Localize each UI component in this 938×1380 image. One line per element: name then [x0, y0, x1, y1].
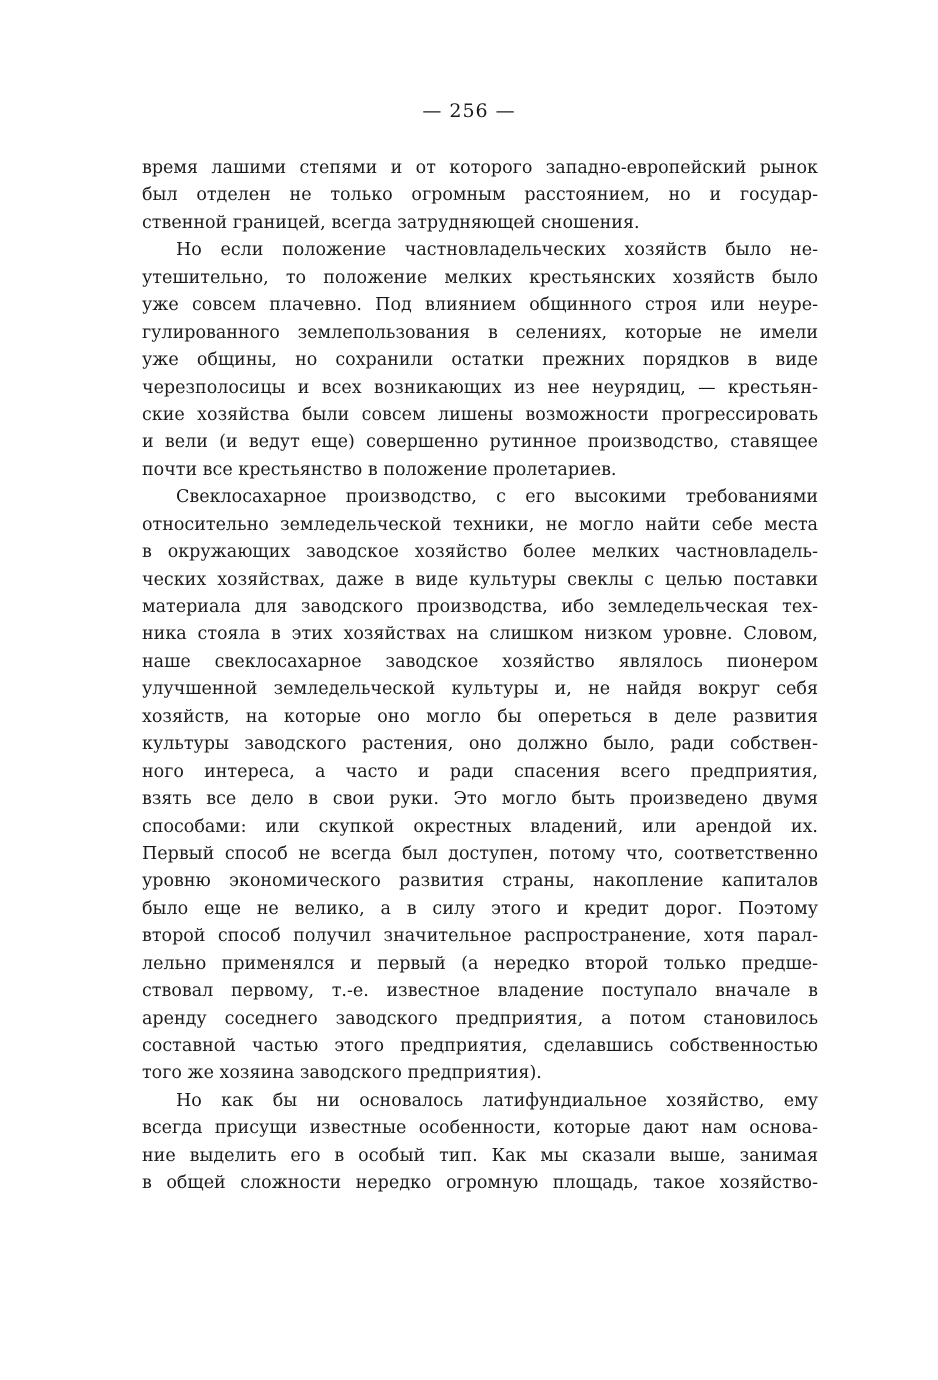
text-line: хозяйств, на которые оно могло бы опереться в деле развития: [142, 706, 818, 727]
text-line: ние выделить его в особый тип. Как мы сказали выше, занимая: [142, 1145, 818, 1166]
text-line: относительно земледельческой техники, не могло найти себе места: [142, 514, 818, 535]
text-line: взять все дело в свои руки. Это могло быть произведено двумя: [142, 789, 818, 810]
text-line: составной частью этого предприятия, сделавшись собственностью: [142, 1036, 818, 1056]
text-line: ственной границей, всегда затрудняющей сношения.: [142, 212, 640, 233]
text-line: в общей сложности нередко огромную площадь, такое хозяйство-: [142, 1173, 818, 1194]
text-line: ствовал первому, т.-е. известное владение поступало вначале в: [142, 981, 818, 1002]
text-line: ческих хозяйствах, даже в виде культуры свеклы с целью поставки: [142, 569, 818, 590]
text-line: лельно применялся и первый (а нередко второй только предше-: [142, 953, 818, 974]
text-line: гулированного землепользования в селениях, которые не имели: [142, 322, 818, 343]
text-line: было еще не велико, а в силу этого и кредит дорог. Поэтому: [142, 898, 818, 919]
text-line: утешительно, то положение мелких крестьянских хозяйств было: [142, 267, 818, 288]
text-line: аренду соседнего заводского предприятия, а потом становилось: [142, 1008, 818, 1029]
body-text: [142, 155, 818, 1198]
text-line: того же хозяина заводского предприятия).: [142, 1063, 542, 1084]
text-line: Первый способ не всегда был доступен, потому что, соответственно: [142, 843, 818, 864]
text-line: улучшенной земледельческой культуры и, не найдя вокруг себя: [142, 679, 818, 700]
text-line: материала для заводского производства, ибо земледельческая тех-: [142, 597, 818, 617]
text-line: всегда присущи известные особенности, которые дают нам основа-: [142, 1118, 818, 1139]
text-line: уже совсем плачевно. Под влиянием общинного строя или неуре-: [142, 295, 818, 316]
text-line: Свеклосахарное производство, с его высокими требованиями: [176, 487, 818, 508]
text-line: в окружающих заводское хозяйство более мелких частновладель-: [142, 542, 818, 563]
text-line: уже общины, но сохранили остатки прежних порядков в виде: [142, 350, 818, 371]
text-line: Но если положение частновладельческих хозяйств было не-: [176, 240, 818, 261]
text-line: почти все крестьянство в положение пролетариев.: [142, 459, 617, 480]
text-line: черезполосицы и всех возникающих из нее неурядиц, — крестьян-: [142, 377, 818, 398]
text-line: второй способ получил значительное распространение, хотя парал-: [142, 926, 818, 947]
text-line: и вели (и ведут еще) совершенно рутинное производство, ставящее: [142, 432, 818, 453]
text-line: ские хозяйства были совсем лишены возможности прогрессировать: [142, 404, 818, 425]
page-number: — 256 —: [422, 100, 516, 122]
text-line: время лашими степями и от которого западно-европейский рынок: [142, 158, 818, 178]
text-line: ного интереса, а часто и ради спасения всего предприятия,: [142, 761, 818, 782]
text-line: культуры заводского растения, оно должно было, ради собствен-: [142, 734, 818, 755]
text-line: Но как бы ни основалось латифундиальное хозяйство, ему: [176, 1090, 818, 1111]
text-line: был отделен не только огромным расстоянием, но и государ-: [142, 185, 818, 206]
text-line: способами: или скупкой окрестных владений, или арендой их.: [142, 816, 818, 837]
text-line: ника стояла в этих хозяйствах на слишком низком уровне. Словом,: [142, 624, 818, 645]
text-line: уровню экономического развития страны, накопление капиталов: [142, 871, 818, 892]
text-line: наше свеклосахарное заводское хозяйство являлось пионером: [142, 651, 818, 672]
